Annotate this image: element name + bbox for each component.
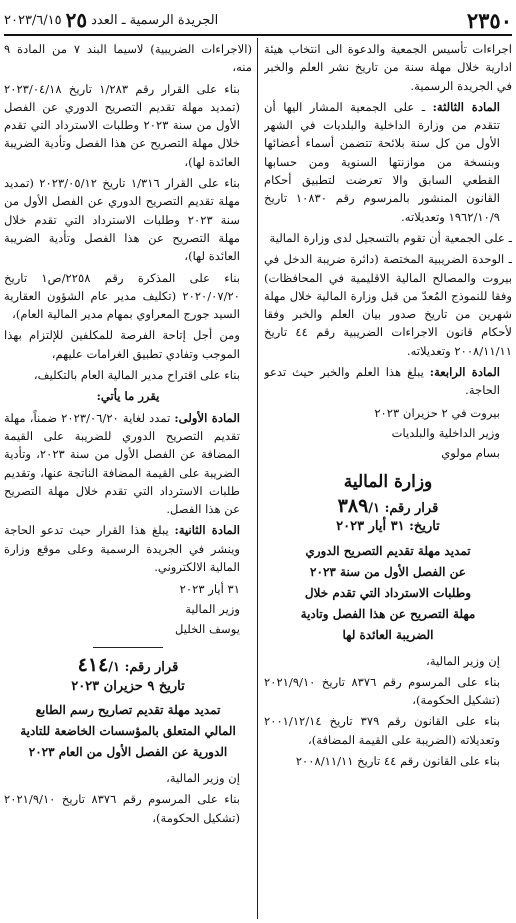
decision-title-line: عن الفصل الأول من سنة ٢٠٢٣ [310,564,466,579]
decision-number: ٣٨٩ [337,494,369,517]
registration-line-2: ـ الوحدة الضريبية المختصة (دائرة ضريبة الدخل في بيروت والمصالح المالية الاقليمية في المحافظات) وفقا للنموذج المُعدّ من قبل وزارة المالية خلال مهلة شهرين من تاريخ صدور بيان العلم والخبر وفقا لأحكام قانون الاجراءات الضريبية رقم ٤٤ تاريخ ٢٠٠٨/١١/١١ وتعديلاته. [264,252,512,358]
decision-number: ٤١٤ [77,654,109,677]
reference-1: بناء على المرسوم رقم ٨٣٧٦ تاريخ ٢٠٢١/٩/١٠ (تشكيل الحكومة)، [264,674,500,708]
article-4 [264,363,512,400]
signature-name: بسام مولوي [441,445,500,460]
article-2-text: يبلغ هذا القرار حيث تدعو الحاجة وينشر في الجريدة الرسمية وعلى موقع وزارة المالية الالكتروني. [4,523,240,575]
signature-block-interior [264,403,512,463]
decision-label: قرار رقم: [384,500,439,516]
gazette-name: الجريدة الرسمية ـ العدد [91,12,219,28]
decides-heading: يقرر ما يأتي: [96,389,160,404]
intro-paragraph: اجراءات تأسيس الجمعية والدعوة الى انتخاب هيئة ادارية خلال مهلة سنة من تاريخ نشر العلم والخبر في الجريدة الرسمية. [264,42,512,93]
article-1-label: المادة الأولى: [174,410,240,425]
page-header [4,6,512,34]
registration-line-1: ـ على الجمعية أن تقوم بالتسجيل لدى وزارة المالية [269,230,512,245]
decision-title-line: مهلة التصريح عن هذا الفصل وتادية [300,606,476,621]
right-column [264,40,512,919]
article-2 [4,521,252,576]
header-info [4,8,218,32]
issue-date: ٢٠٢٣/٦/١٥ [4,12,62,28]
signature-date: ٣١ أيار ٢٠٢٣ [179,582,240,597]
signature-name: يوسف الخليل [175,622,240,637]
ministry-heading: وزارة المالية [343,471,433,492]
continued-text: (الاجراءات الضريبية) لاسيما البند ٧ من المادة ٩ منه، [4,42,252,75]
decision-suffix: /١ [368,500,381,516]
minister-intro: إن وزير المالية، [426,653,500,668]
left-column [4,40,252,919]
decision-number-line [264,494,512,518]
column-divider [257,38,258,919]
header-rule [4,34,512,36]
decision-title-line: الضريبة العائدة لها [342,627,434,642]
signature-title: وزير المالية [185,602,240,617]
minister-intro: إن وزير المالية، [166,770,240,785]
article-1 [4,409,252,519]
decision-date: تاريخ ٩ حزيران ٢٠٢٣ [71,678,185,694]
decision-date: تاريخ: ٣١ أيار ٢٠٢٣ [336,519,440,535]
article-4-text: يبلغ هذا العلم والخبر حيث تدعو الحاجة. [264,365,500,398]
reference-c: بناء على المذكرة رقم ٢٢٥٨/ص١ تاريخ ٢٠٢٠/٠٧/٢٠ (تكليف مدير عام الشؤون العقارية السيد جورج المعراوي بمهام مدير المالية العام)، [4,270,240,322]
signature-place-date: بيروت في ٢ حزيران ٢٠٢٣ [374,405,500,420]
decision-label: قرار رقم: [124,660,179,676]
reference-2: بناء على القانون رقم ٣٧٩ تاريخ ٢٠٠١/١٢/١٤ وتعديلاته (الضريبة على القيمة المضافة)، [264,714,500,747]
decision-suffix: /١ [108,660,121,676]
article-2-label: المادة الثانية: [174,523,240,538]
article-3-text: ـ على الجمعية المشار اليها أن تتقدم من وزارة الداخلية والبلديات في الشهر الأول من كل سنة بلائحة تتضمن أسماء أعضائها وبنسخة من موازنتها السنوية ومن حسابها القطعي السابق والا تعرضت لتطبيق أحكام القانون المنشور بالمرسوم رقم ١٠٨٣٠ تاريخ ١٩٦٢/١٠/٩ وتعديلاته. [264,99,501,224]
decision-title-line: وطلبات الاسترداد التي تقدم خلال [304,585,472,600]
decision-title-line: تمديد مهلة تقديم التصريح الدوري [305,543,471,558]
signature-title: وزير الداخلية والبلديات [391,425,500,440]
article-1-text: تمدد لغاية ٢٠٢٣/٠٦/٢٠ ضمناً، مهلة تقديم التصريح الدوري للضريبة على القيمة المضافة عن الفصل الأول من سنة ٢٠٢٣، وتأدية الضريبة على القيمة المضافة الناتجة عنها، وتقديم طلبات الاسترداد التي تقدم خلال مهلة التصريح عن هذا الفصل. [4,410,240,517]
reference-b: بناء على القرار ١/٣١٦ تاريخ ٢٠٢٣/٠٥/١٢ (تمديد مهلة تقديم التصريح الدوري عن الفصل الأول من سنة ٢٠٢٣ وطلبات الاسترداد التي تقدم خلال مهلة التصريح عن هذا الفصل وتأدية الضريبة العائدة لها)، [4,176,240,264]
reference-a: بناء على القرار رقم ١/٢٨٣ تاريخ ٢٠٢٣/٠٤/١٨ (تمديد مهلة تقديم التصريح الدوري عن الفصل الأول من سنة ٢٠٢٣ وطلبات الاسترداد التي تقدم خلال مهلة التصريح عن هذا الفصل وتأدية الضريبة العائدة لها)، [4,81,240,169]
article-4-label: المادة الرابعة: [429,365,501,380]
signature-block-finance [4,579,252,639]
decision-number-line [4,656,252,677]
decision-title-line: الدورية عن الفصل الأول من العام ٢٠٢٣ [28,744,228,759]
decision-title-line: المالي المتعلق بالمؤسسات الخاضعة للتادية [20,723,236,738]
article-3-label: المادة الثالثة: [432,99,500,114]
issue-number: ٢٥ [65,8,88,32]
reference-3: بناء على القانون رقم ٤٤ تاريخ ٢٠٠٨/١١/١١ [295,754,500,769]
reference-e: بناء على اقتراح مدير المالية العام بالتكليف، [33,368,240,383]
reference-f: بناء على المرسوم رقم ٨٣٧٦ تاريخ ٢٠٢١/٩/١٠ (تشكيل الحكومة)، [4,792,240,825]
decision-title [4,700,252,763]
article-3 [264,98,512,226]
page-number: ٢٣٥٠ [466,7,512,33]
section-divider [93,647,163,648]
reference-d: ومن أجل إتاحة الفرصة للمكلفين للإلتزام بهذا الموجب وتفادي تطبيق الغرامات عليهم، [4,328,240,361]
decision-title-line: تمديد مهلة تقديم تصاريح رسم الطابع [35,702,221,717]
decision-title [264,541,512,646]
